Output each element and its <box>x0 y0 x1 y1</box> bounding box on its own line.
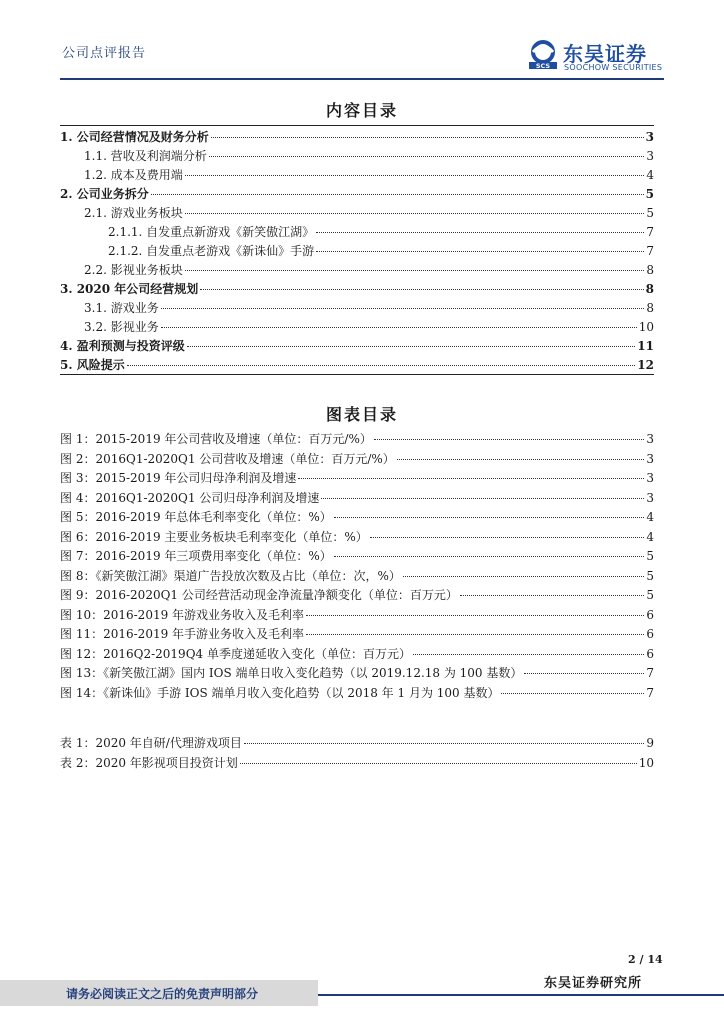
header-divider <box>60 78 664 80</box>
table-entry[interactable] <box>60 754 654 774</box>
page-indicator: 2 / 14 <box>628 953 663 966</box>
table-entry-label: 表 2：2020 年影视项目投资计划 <box>60 755 238 770</box>
toc-entry-page: 3 <box>645 130 654 144</box>
toc-entry[interactable] <box>60 356 654 375</box>
dot-leader <box>240 751 637 764</box>
logo-mark-text: SCS <box>535 62 551 70</box>
footer-divider <box>318 994 724 996</box>
dot-leader <box>244 731 645 744</box>
figure-entry-page: 5 <box>646 549 654 563</box>
company-logo <box>527 38 677 74</box>
figure-entry-label: 图 9：2016-2020Q1 公司经营活动现金净流量净额变化（单位：百万元） <box>60 588 458 602</box>
figure-entry[interactable] <box>60 684 654 704</box>
toc-entry-label: 1. 公司经营情况及财务分析 <box>60 130 209 144</box>
dot-leader <box>321 486 644 499</box>
table-entry-page: 10 <box>638 755 654 770</box>
toc-entry-page: 7 <box>646 244 654 258</box>
dot-leader <box>374 427 645 440</box>
figure-entry-label: 图 6：2016-2019 主要业务板块毛利率变化（单位：%） <box>60 529 368 544</box>
toc-entry-label: 2.1.1. 自发重点新游戏《新笑傲江湖》 <box>108 225 315 239</box>
dot-leader <box>524 661 644 674</box>
dot-leader <box>161 315 637 328</box>
toc-entry-label: 2.1.2. 自发重点老游戏《新诛仙》手游 <box>108 244 315 258</box>
figure-entry-label: 图 7：2016-2019 年三项费用率变化（单位：%） <box>60 549 332 563</box>
toc-entry-page: 8 <box>646 301 654 315</box>
toc-entry-page: 3 <box>646 149 654 163</box>
dot-leader <box>211 125 644 138</box>
toc-entry-label: 2.2. 影视业务板块 <box>84 263 183 277</box>
toc-entry-label: 1.2. 成本及费用端 <box>84 168 183 182</box>
toc-title: 内容目录 <box>325 101 398 120</box>
toc-entry-label: 3.2. 影视业务 <box>84 320 159 334</box>
figure-entry-label: 图 13：《新笑傲江湖》国内 IOS 端单日收入变化趋势（以 2019.12.18 为 100 基数） <box>60 666 523 680</box>
figure-entry-page: 7 <box>646 666 654 680</box>
dot-leader <box>298 466 644 479</box>
dot-leader <box>209 144 645 157</box>
logo-mark-icon <box>527 40 559 70</box>
toc-entry-page: 8 <box>646 263 654 277</box>
dot-leader <box>306 622 644 635</box>
toc-entry-label: 5. 风险提示 <box>60 358 125 372</box>
figure-entry-label: 图 1：2015-2019 年公司营收及增速（单位：百万元/%） <box>60 432 372 446</box>
figure-entry-label: 图 3：2015-2019 年公司归母净利润及增速 <box>60 471 297 485</box>
toc-entry-label: 3. 2020 年公司经营规划 <box>60 282 199 296</box>
figure-entry-page: 3 <box>646 451 654 466</box>
figure-entry-page: 3 <box>646 490 654 505</box>
tables-list <box>60 734 654 773</box>
figures-list <box>60 430 654 703</box>
dot-leader <box>397 447 645 460</box>
toc-entry-page: 5 <box>646 206 654 220</box>
disclaimer-notice: 请务必阅读正文之后的免责声明部分 <box>66 987 259 1001</box>
figure-entry-label: 图 12：2016Q2-2019Q4 单季度递延收入变化（单位：百万元） <box>60 646 411 661</box>
figure-entry-label: 图 5：2016-2019 年总体毛利率变化（单位：%） <box>60 510 332 524</box>
toc-entry-page: 12 <box>637 358 654 372</box>
toc-entry-page: 11 <box>637 339 654 353</box>
dot-leader <box>187 334 636 347</box>
logo-english-name: SOOCHOW SECURITIES <box>564 63 663 72</box>
figure-entry-page: 3 <box>646 432 654 446</box>
dot-leader <box>151 182 644 195</box>
figure-entry-label: 图 11：2016-2019 年手游业务收入及毛利率 <box>60 627 305 641</box>
figure-entry-label: 图 10：2016-2019 年游戏业务收入及毛利率 <box>60 607 305 622</box>
figure-entry-label: 图 2：2016Q1-2020Q1 公司营收及增速（单位：百万元/%） <box>60 451 395 466</box>
dot-leader <box>316 239 644 252</box>
figure-entry-label: 图 8：《新笑傲江湖》渠道广告投放次数及占比（单位：次，%） <box>60 568 401 583</box>
dot-leader <box>185 163 645 176</box>
dot-leader <box>127 353 636 366</box>
toc-entry-page: 5 <box>645 187 654 201</box>
toc-entry-label: 1.1. 营收及利润端分析 <box>84 149 207 163</box>
toc-entry-label: 4. 盈利预测与投资评级 <box>60 339 185 353</box>
dot-leader <box>460 583 644 596</box>
dot-leader <box>200 277 643 290</box>
logo-chinese-name: 东吴证券 <box>563 42 647 66</box>
dot-leader <box>501 681 644 694</box>
toc-entry-page: 8 <box>645 282 654 296</box>
figure-entry-page: 4 <box>646 510 654 524</box>
figures-title: 图表目录 <box>325 405 398 424</box>
report-type-label: 公司点评报告 <box>62 46 147 61</box>
dot-leader <box>306 603 644 616</box>
figure-entry-label: 图 4：2016Q1-2020Q1 公司归母净利润及增速 <box>60 490 320 505</box>
toc-entry-label: 3.1. 游戏业务 <box>84 301 159 315</box>
toc-entry-page: 7 <box>646 225 654 239</box>
figure-entry-page: 5 <box>646 588 654 602</box>
figure-entry-page: 4 <box>646 529 654 544</box>
figure-entry-label: 图 14：《新诛仙》手游 IOS 端单月收入变化趋势（以 2018 年 1 月为 100 基数） <box>60 685 500 700</box>
dot-leader <box>185 201 645 214</box>
dot-leader <box>334 544 645 557</box>
figure-entry-page: 6 <box>646 646 654 661</box>
dot-leader <box>185 258 645 271</box>
dot-leader <box>370 525 645 538</box>
dot-leader <box>316 220 644 233</box>
toc-entry-label: 2.1. 游戏业务板块 <box>84 206 183 220</box>
figure-entry-page: 6 <box>646 627 654 641</box>
research-institute: 东吴证券研究所 <box>544 976 643 991</box>
dot-leader <box>161 296 645 309</box>
toc-list <box>60 128 654 375</box>
figure-entry-page: 7 <box>646 685 654 700</box>
table-entry-label: 表 1：2020 年自研/代理游戏项目 <box>60 736 242 750</box>
toc-entry-page: 10 <box>638 320 654 334</box>
dot-leader <box>403 564 645 577</box>
toc-entry-label: 2. 公司业务拆分 <box>60 187 149 201</box>
figure-entry-page: 6 <box>646 607 654 622</box>
dot-leader <box>334 505 645 518</box>
toc-entry-page: 4 <box>646 168 654 182</box>
toc-bottom-rule <box>60 374 654 375</box>
dot-leader <box>413 642 644 655</box>
table-entry-page: 9 <box>646 736 654 750</box>
figure-entry-page: 3 <box>646 471 654 485</box>
figure-entry-page: 5 <box>646 568 654 583</box>
